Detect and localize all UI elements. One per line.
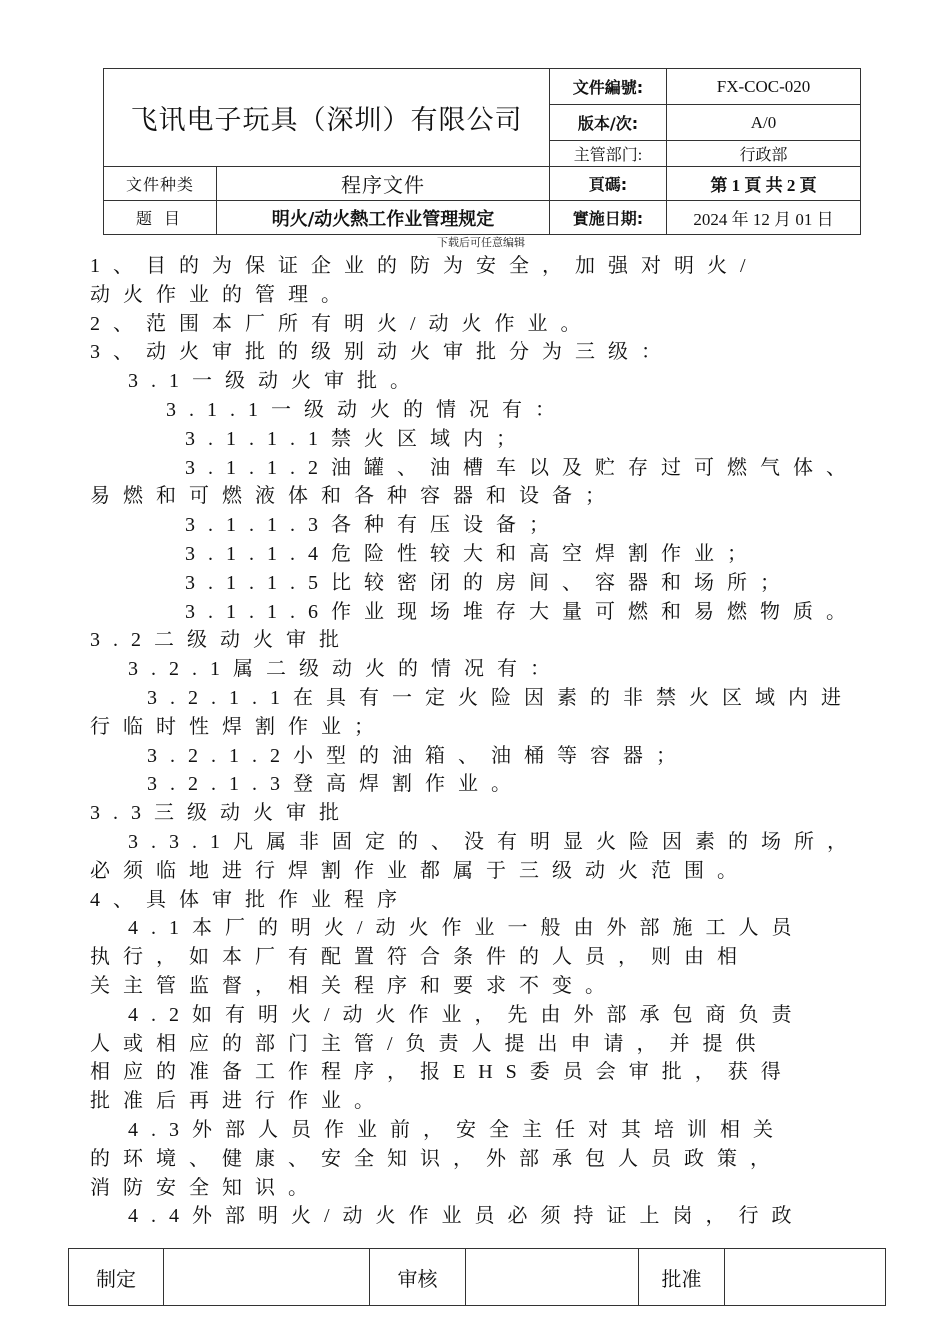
version-label: 版本/次: [550, 105, 667, 141]
body-line: 3.3三级动火审批 [90, 802, 352, 825]
body-line: 易燃和可燃液体和各种容器和设备； [90, 485, 618, 508]
page-label: 頁碼: [550, 167, 667, 201]
body-line: 3.2.1.1在具有一定火险因素的非禁火区域内进 [147, 686, 854, 709]
date-label: 實施日期: [550, 201, 667, 235]
body-line: 的环境、健康、安全知识，外部承包人员政策， [90, 1147, 783, 1170]
body-line: 3.1.1.4危险性较大和高空焊割作业； [185, 542, 760, 565]
body-line: 执行，如本厂有配置符合条件的人员，则由相 [90, 946, 750, 969]
approve-label: 批准 [639, 1249, 725, 1306]
category-value: 程序文件 [217, 167, 550, 201]
made-by-field[interactable] [164, 1249, 370, 1306]
body-line: 3.1.1一级动火的情况有： [166, 398, 568, 421]
doc-no-label: 文件編號: [550, 69, 667, 105]
body-line: 4.2如有明火/动火作业，先由外部承包商负责 [128, 1003, 805, 1026]
body-line: 3、动火审批的级别动火审批分为三级： [90, 341, 674, 364]
made-by-label: 制定 [69, 1249, 164, 1306]
dept-value: 行政部 [667, 141, 861, 167]
doc-no-value: FX-COC-020 [667, 69, 861, 105]
body-line: 4.1本厂的明火/动火作业一般由外部施工人员 [128, 917, 805, 940]
body-line: 人或相应的部门主管/负责人提出申请，并提供 [90, 1032, 769, 1055]
subject-value: 明火/动火熱工作业管理规定 [217, 201, 550, 235]
body-line: 4.4外部明火/动火作业员必须持证上岗，行政 [128, 1205, 805, 1228]
body-line: 3.2.1.3登高焊割作业。 [147, 773, 524, 796]
approval-footer-table [68, 1248, 886, 1306]
approve-field[interactable] [725, 1249, 886, 1306]
body-line: 3.1.1.3各种有压设备； [185, 514, 562, 537]
body-line: 动火作业的管理。 [90, 283, 354, 306]
document-header-table [103, 68, 861, 235]
body-line: 3.2.1属二级动火的情况有： [128, 658, 563, 681]
body-line: 消防安全知识。 [90, 1176, 321, 1199]
category-label: 文件种类 [104, 167, 217, 201]
body-line: 关主管监督，相关程序和要求不变。 [90, 974, 618, 997]
body-line: 3.1一级动火审批。 [128, 370, 423, 393]
body-line: 3.2二级动火审批 [90, 629, 352, 652]
body-line: 行临时性焊割作业； [90, 715, 387, 738]
body-line: 4、具体审批作业程序 [90, 888, 410, 911]
body-line: 3.1.1.6作业现场堆存大量可燃和易燃物质。 [185, 600, 859, 623]
date-value: 2024 年 12 月 01 日 [667, 201, 861, 235]
body-line: 1、目的为保证企业的防为安全，加强对明火/ [90, 255, 759, 277]
document-body [90, 252, 860, 1231]
body-line: 3.1.1.1禁火区域内； [185, 427, 529, 450]
body-line: 批准后再进行作业。 [90, 1090, 387, 1113]
body-line: 4.3外部人员作业前，安全主任对其培训相关 [128, 1118, 786, 1141]
version-value: A/0 [667, 105, 861, 141]
download-note: 下载后可任意编辑 [437, 236, 525, 249]
body-line: 3.1.1.5比较密闭的房间、容器和场所； [185, 571, 793, 594]
body-line: 必须临地进行焊割作业都属于三级动火范围。 [90, 859, 750, 882]
review-label: 审核 [370, 1249, 466, 1306]
body-line: 2、范围本厂所有明火/动火作业。 [90, 312, 594, 335]
subject-label: 题 目 [104, 201, 217, 235]
body-line: 3.1.1.2油罐、油槽车以及贮存过可燃气体、 [185, 456, 859, 479]
body-line: 相应的准备工作程序，报EHS委员会审批，获得 [90, 1061, 794, 1084]
dept-label: 主管部门: [550, 141, 667, 167]
company-name: 飞讯电子玩具（深圳）有限公司 [104, 69, 550, 167]
review-field[interactable] [466, 1249, 639, 1306]
body-line: 3.3.1凡属非固定的、没有明显火险因素的场所， [128, 830, 860, 853]
body-line: 3.2.1.2小型的油箱、油桶等容器； [147, 744, 689, 767]
page-value: 第 1 頁 共 2 頁 [667, 167, 861, 201]
